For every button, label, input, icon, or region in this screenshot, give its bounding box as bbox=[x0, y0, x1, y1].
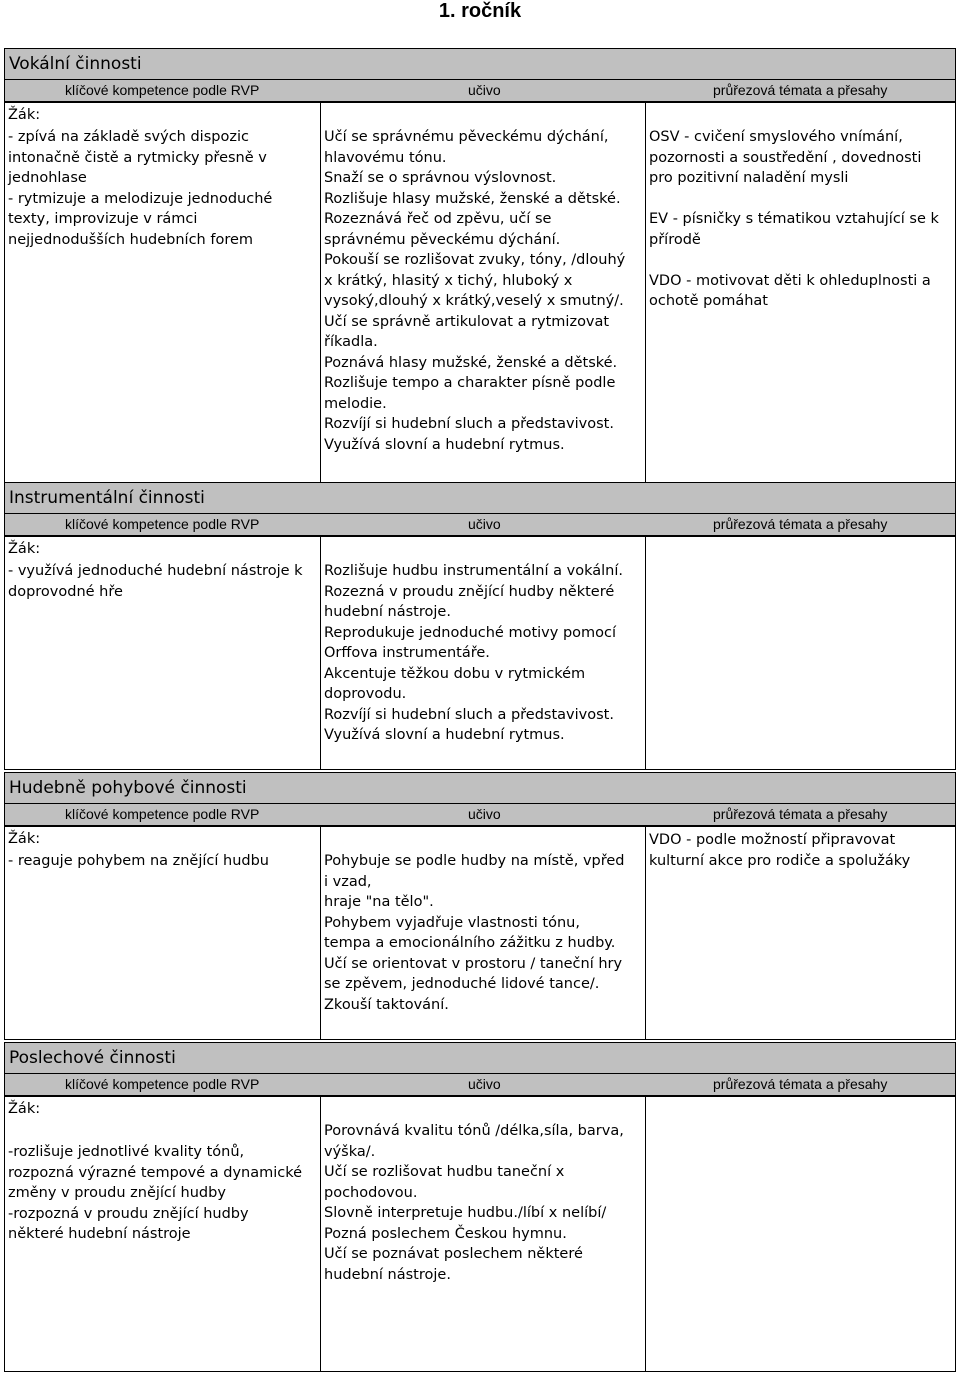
column-header-curriculum: učivo bbox=[468, 1076, 501, 1092]
column-header-topics: průřezová témata a přesahy bbox=[713, 1076, 888, 1092]
section-title: Hudebně pohybové činnosti bbox=[9, 778, 247, 798]
curriculum-text: Porovnává kvalitu tónů /délka,síla, barva, výška/. Učí se rozlišovat hudbu taneční x pochodovou. Slovně interpretuje hudbu./líbí x nelíbí/ Pozná poslechem Českou hymnu. Učí se poznávat poslechem některé hudební nástroje. bbox=[324, 1123, 624, 1283]
section-body bbox=[4, 536, 956, 770]
section-body bbox=[4, 826, 956, 1040]
page-title: 1. ročník bbox=[438, 0, 522, 22]
competence-cell bbox=[5, 827, 320, 1039]
column-header-topics: průřezová témata a přesahy bbox=[713, 516, 888, 532]
competence-text: - využívá jednoduché hudební nástroje k doprovodné hře bbox=[8, 563, 303, 600]
section-body bbox=[4, 102, 956, 506]
topics-text: VDO - podle možností připravovat kulturní akce pro rodiče a spolužáky bbox=[649, 832, 911, 869]
curriculum-cell bbox=[320, 1097, 645, 1371]
competence-cell bbox=[5, 103, 320, 505]
column-header-row bbox=[4, 1074, 956, 1096]
zak-label: Žák: bbox=[8, 107, 41, 123]
curriculum-cell bbox=[320, 103, 645, 505]
column-header-curriculum: učivo bbox=[468, 516, 501, 532]
zak-label: Žák: bbox=[8, 1101, 41, 1117]
curriculum-cell bbox=[320, 537, 645, 769]
zak-label: Žák: bbox=[8, 831, 41, 847]
column-header-competence: klíčové kompetence podle RVP bbox=[65, 806, 260, 822]
column-header-competence: klíčové kompetence podle RVP bbox=[65, 1076, 260, 1092]
column-header-topics: průřezová témata a přesahy bbox=[713, 82, 888, 98]
section-header bbox=[4, 772, 956, 804]
curriculum-text: Učí se správnému pěveckému dýchání, hlavovému tónu. Snaží se o správnou výslovnost. Rozlišuje hlasy mužské, ženské a dětské. Rozeznává řeč od zpěvu, učí se správnému pěveckému dýchání. Pokouší se rozlišovat zvuky, tóny, /dlouhý x krátký, hlasitý x tichý, hluboký x vysoký,dlouhý x krátký,veselý x smutný/. Učí se správně artikulovat a rytmizovat říkadla. Poznává hlasy mužské, ženské a dětské. Rozlišuje tempo a charakter písně podle melodie. Rozvíjí si hudební sluch a představivost. Využívá slovní a hudební rytmus. bbox=[324, 129, 626, 453]
section-title: Vokální činnosti bbox=[9, 54, 142, 74]
competence-cell bbox=[5, 1097, 320, 1371]
section-title: Instrumentální činnosti bbox=[9, 488, 205, 508]
column-header-row bbox=[4, 80, 956, 102]
competence-cell bbox=[5, 537, 320, 769]
section-header bbox=[4, 482, 956, 514]
topics-cell bbox=[645, 1097, 955, 1371]
topics-cell bbox=[645, 827, 955, 1039]
column-header-topics: průřezová témata a přesahy bbox=[713, 806, 888, 822]
topics-cell bbox=[645, 103, 955, 505]
topics-text: OSV - cvičení smyslového vnímání, pozornosti a soustředění , dovednosti pro pozitivní naladění mysli EV - písničky s tématikou vztahující se k přírodě VDO - motivovat děti k ohleduplnosti a ochotě pomáhat bbox=[649, 129, 939, 309]
competence-text: - zpívá na základě svých dispozic intonačně čistě a rytmicky přesně v jednohlase - rytmizuje a melodizuje jednoduché texty, improvizuje v rámci nejjednodušších hudebních forem bbox=[8, 129, 273, 248]
section-header bbox=[4, 48, 956, 80]
column-header-curriculum: učivo bbox=[468, 82, 501, 98]
curriculum-text: Rozlišuje hudbu instrumentální a vokální. Rozezná v proudu znějící hudby některé hudební nástroje. Reprodukuje jednoduché motivy pomocí Orffova instrumentáře. Akcentuje těžkou dobu v rytmickém doprovodu. Rozvíjí si hudební sluch a představivost. Využívá slovní a hudební rytmus. bbox=[324, 563, 623, 743]
section-header bbox=[4, 1042, 956, 1074]
column-header-row bbox=[4, 514, 956, 536]
column-header-row bbox=[4, 804, 956, 826]
curriculum-text: Pohybuje se podle hudby na místě, vpřed i vzad, hraje "na tělo". Pohybem vyjadřuje vlastnosti tónu, tempa a emocionálního zážitku z hudby. Učí se orientovat v prostoru / taneční hry se zpěvem, jednoduché lidové tance/. Zkouší taktování. bbox=[324, 853, 625, 1013]
column-header-curriculum: učivo bbox=[468, 806, 501, 822]
competence-text: - reaguje pohybem na znějící hudbu bbox=[8, 853, 269, 869]
topics-cell bbox=[645, 537, 955, 769]
curriculum-cell bbox=[320, 827, 645, 1039]
competence-text: -rozlišuje jednotlivé kvality tónů, rozpozná výrazné tempové a dynamické změny v proudu znějící hudby -rozpozná v proudu znějící hudby některé hudební nástroje bbox=[8, 1144, 303, 1242]
section-title: Poslechové činnosti bbox=[9, 1048, 176, 1068]
zak-label: Žák: bbox=[8, 541, 41, 557]
column-header-competence: klíčové kompetence podle RVP bbox=[65, 82, 260, 98]
section-body bbox=[4, 1096, 956, 1372]
column-header-competence: klíčové kompetence podle RVP bbox=[65, 516, 260, 532]
